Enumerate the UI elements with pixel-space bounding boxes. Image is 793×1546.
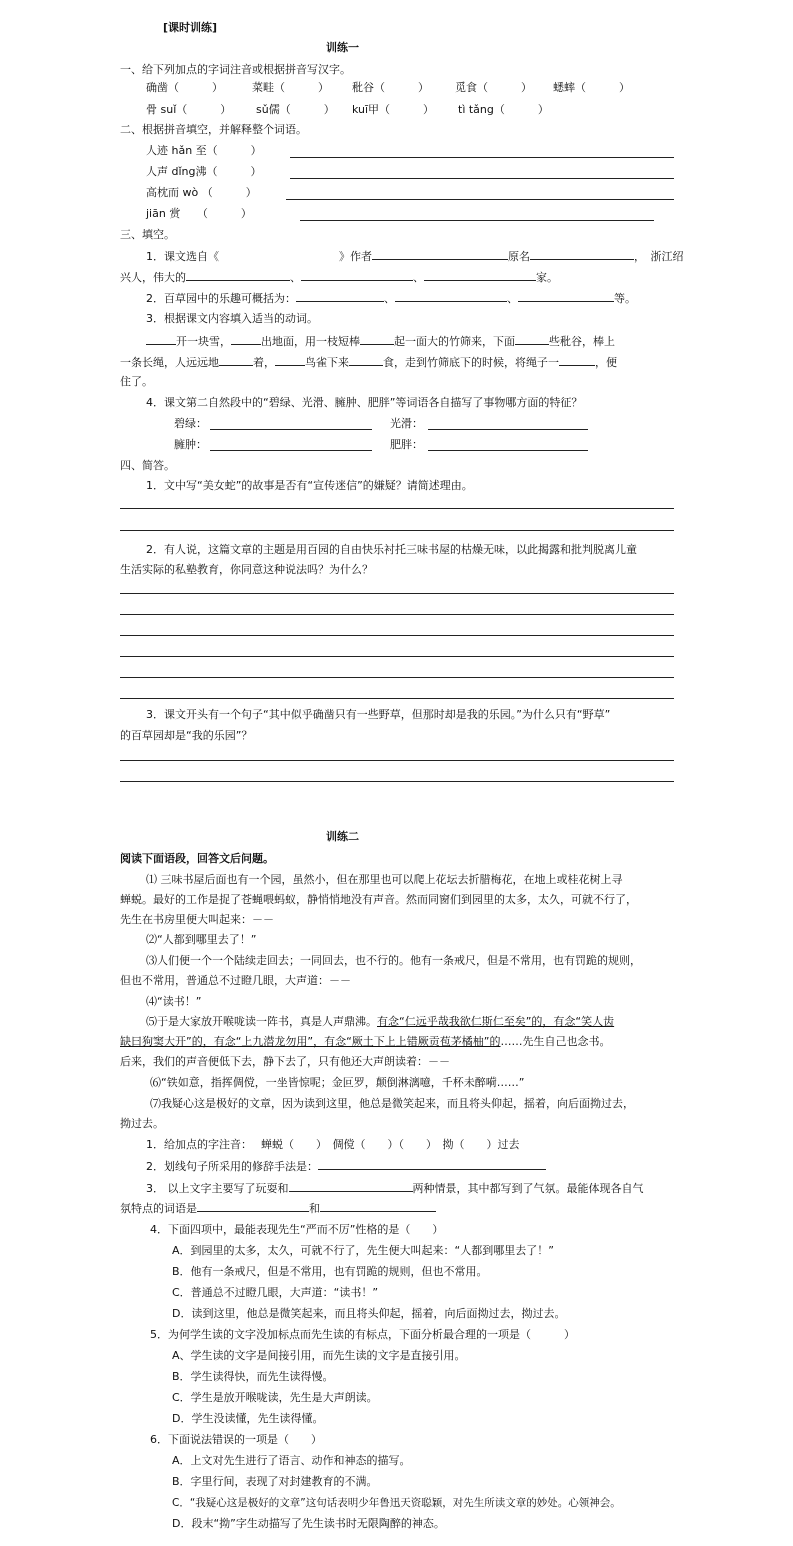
passage-line: 但也不常用，普通总不过瞪几眼，大声道：－－	[120, 974, 351, 987]
answer-line[interactable]	[428, 450, 588, 451]
answer-line[interactable]	[120, 508, 674, 509]
pinyin-item: tì tǎng（ ）	[458, 103, 549, 116]
feature-label: 肥胖：	[390, 438, 423, 451]
answer-line[interactable]	[210, 429, 372, 430]
q3-heading: 三、填空。	[120, 228, 175, 241]
passage-line: ⑷“读书！”	[146, 995, 202, 1008]
fill-text: 1．课文选自《 》作者 原名 ， 浙江绍	[146, 250, 684, 263]
passage-line: ⑵“人都到哪里去了！”	[146, 933, 257, 946]
fill-text: 一条长绳，人远远地 着， 鸟雀下来 食，走到竹筛底下的时候，将绳子一 ，便	[120, 356, 617, 369]
question: 氛特点的词语是 和	[120, 1200, 436, 1217]
answer-line[interactable]	[120, 530, 674, 531]
option: A．上文对先生进行了语言、动作和神态的描写。	[172, 1454, 411, 1467]
answer-line[interactable]	[120, 614, 674, 615]
answer-line[interactable]	[290, 157, 674, 158]
reading-intro: 阅读下面语段，回答文后问题。	[120, 852, 274, 865]
answer-line[interactable]	[120, 635, 674, 636]
answer-line[interactable]	[120, 698, 674, 699]
q4-heading: 四、简答。	[120, 459, 175, 472]
answer-line[interactable]	[300, 220, 654, 221]
pinyin-item: 觅食（ ）	[455, 81, 532, 94]
feature-label: 碧绿：	[174, 417, 207, 430]
question: 2．划线句子所采用的修辞手法是：	[146, 1158, 546, 1175]
answer-line[interactable]	[120, 593, 674, 594]
fill-text: 4．课文第二自然段中的“碧绿、光滑、臃肿、肥胖”等词语各自描写了事物哪方面的特征？	[146, 396, 583, 409]
passage-line: ⑸于是大家放开喉咙读一阵书，真是人声鼎沸。有念“仁远乎哉我欲仁斯仁至矣”的，有念“笑人齿	[146, 1015, 615, 1028]
passage-line: 蝉蜕。最好的工作是捉了苍蝇喂蚂蚁，静悄悄地没有声音。然而同窗们到园里的太多，太久，可就不行了，	[120, 893, 637, 906]
passage-line: ⑺我疑心这是极好的文章，因为读到这里，他总是微笑起来，而且将头仰起，摇着，向后面拗过去，	[150, 1097, 634, 1110]
option: D．学生没读懂，先生读得懂。	[172, 1412, 324, 1425]
short-question: 1．文中写“美女蛇”的故事是否有“宣传迷信”的嫌疑？请简述理由。	[146, 479, 473, 492]
answer-line[interactable]	[120, 656, 674, 657]
option: C．学生是放开喉咙读，先生是大声朗读。	[172, 1391, 378, 1404]
fill-text: 2．百草园中的乐趣可概括为： 、 、 等。	[146, 292, 636, 305]
answer-line[interactable]	[120, 677, 674, 678]
passage-line: ⑶人们便一个一个陆续走回去；一同回去，也不行的。他有一条戒尺，但是不常用，也有罚跪的规则，	[146, 954, 641, 967]
fill-text: 住了。	[120, 375, 153, 388]
answer-line[interactable]	[286, 199, 674, 200]
passage-line: 先生在书房里便大叫起来：－－	[120, 913, 274, 926]
answer-line[interactable]	[428, 429, 588, 430]
short-question: 生活实际的私塾教育，你同意这种说法吗？为什么？	[120, 563, 373, 576]
exercise-2-title: 训练二	[326, 830, 359, 843]
answer-line[interactable]	[290, 178, 674, 179]
question: 3． 以上文字主要写了玩耍和 两种情景，其中都写到了气氛。最能体现各自气	[146, 1182, 644, 1195]
pinyin-item: 骨 suǐ（ ）	[146, 103, 232, 116]
option: A、学生读的文字是间接引用，而先生读的文字是直接引用。	[172, 1349, 466, 1362]
q1-heading: 一、给下列加点的字词注音或根据拼音写汉字。	[120, 63, 351, 76]
passage-line: 缺曰狗窦大开”的，有念“上九潜龙勿用”，有念“厥土下上上错厥贡苞茅橘柚”的……先生自己也念书。	[120, 1035, 611, 1048]
exercise-1-title: 训练一	[326, 41, 359, 54]
question: 4．下面四项中，最能表现先生“严而不厉”性格的是（ ）	[150, 1223, 444, 1236]
option: B．他有一条戒尺，但是不常用，也有罚跪的规则，但也不常用。	[172, 1265, 488, 1278]
option: B．字里行间，表现了对封建教育的不满。	[172, 1475, 378, 1488]
question: 5．为何学生读的文字没加标点而先生读的有标点，下面分析最合理的一项是（ ）	[150, 1328, 575, 1341]
underlined-sentence: 有念“仁远乎哉我欲仁斯仁至矣”的，有念“笑人齿	[377, 1015, 615, 1028]
short-question: 2．有人说，这篇文章的主题是用百园的自由快乐衬托三味书屋的枯燥无味，以此揭露和批判脱离儿童	[146, 543, 637, 556]
q2-heading: 二、根据拼音填空，并解释整个词语。	[120, 123, 307, 136]
option: D．段末“拗”字生动描写了先生读书时无限陶醉的神态。	[172, 1517, 445, 1530]
short-question: 的百草园却是“我的乐园”？	[120, 729, 253, 742]
pinyin-item: 蟋蟀（ ）	[553, 81, 630, 94]
answer-line[interactable]	[210, 450, 372, 451]
pinyin-item: sǔ儒（ ）	[256, 103, 335, 116]
short-question: 3．课文开头有一个句子“其中似乎确凿只有一些野草，但那时却是我的乐园。”为什么只有“野草”	[146, 708, 611, 721]
underlined-sentence: 缺曰狗窦大开”的，有念“上九潜龙勿用”，有念“厥土下上上错厥贡苞茅橘柚”的	[120, 1035, 501, 1048]
pinyin-item: kuī甲（ ）	[352, 103, 435, 116]
pinyin-item: 秕谷（ ）	[352, 81, 429, 94]
fill-text: 兴人，伟大的 、 、 家。	[120, 271, 558, 284]
passage-line: ⑴ 三味书屋后面也有一个园，虽然小，但在那里也可以爬上花坛去折腊梅花，在地上或桂花树上寻	[146, 873, 623, 886]
passage-line: ⑹“铁如意，指挥倜傥，一坐皆惊呢；金叵罗，颠倒淋漓噫，千杯未醉嗬……”	[150, 1076, 525, 1089]
feature-label: 光滑：	[390, 417, 423, 430]
question: 1．给加点的字注音： 蝉蜕（ ） 倜傥（ ）（ ） 拗（ ）过去	[146, 1138, 520, 1151]
passage-line: 后来，我们的声音便低下去，静下去了，只有他还大声朗读着：－－	[120, 1055, 450, 1068]
answer-line[interactable]	[120, 781, 674, 782]
question: 6．下面说法错误的一项是（ ）	[150, 1433, 322, 1446]
pinyin-item: 菜畦（ ）	[252, 81, 329, 94]
pinyin-item: 确凿（ ）	[146, 81, 223, 94]
word-item: 人迹 hǎn 至（ ）	[146, 144, 262, 157]
word-item: 高枕而 wò （ ）	[146, 186, 257, 199]
answer-line[interactable]	[120, 760, 674, 761]
passage-line: 拗过去。	[120, 1117, 164, 1130]
option: C．“我疑心这是极好的文章”这句话表明少年鲁迅天资聪颖，对先生所读文章的妙处。心领神会。	[172, 1497, 621, 1509]
word-item: jiān 赏 （ ）	[146, 207, 252, 220]
section-header: [课时训练]	[163, 21, 218, 34]
option: C．普通总不过瞪几眼，大声道：“读书！”	[172, 1286, 379, 1299]
word-item: 人声 dǐng沸（ ）	[146, 165, 262, 178]
option: B．学生读得快，而先生读得慢。	[172, 1370, 334, 1383]
option: A．到园里的太多，太久，可就不行了，先生便大叫起来：“人都到哪里去了！”	[172, 1244, 554, 1257]
option: D．读到这里，他总是微笑起来，而且将头仰起，摇着，向后面拗过去，拗过去。	[172, 1307, 566, 1320]
fill-text: 3．根据课文内容填入适当的动词。	[146, 312, 318, 325]
fill-text: 开一块雪， 出地面，用一枝短棒 起一面大的竹筛来，下面 些秕谷，棒上	[146, 333, 615, 350]
feature-label: 臃肿：	[174, 438, 207, 451]
